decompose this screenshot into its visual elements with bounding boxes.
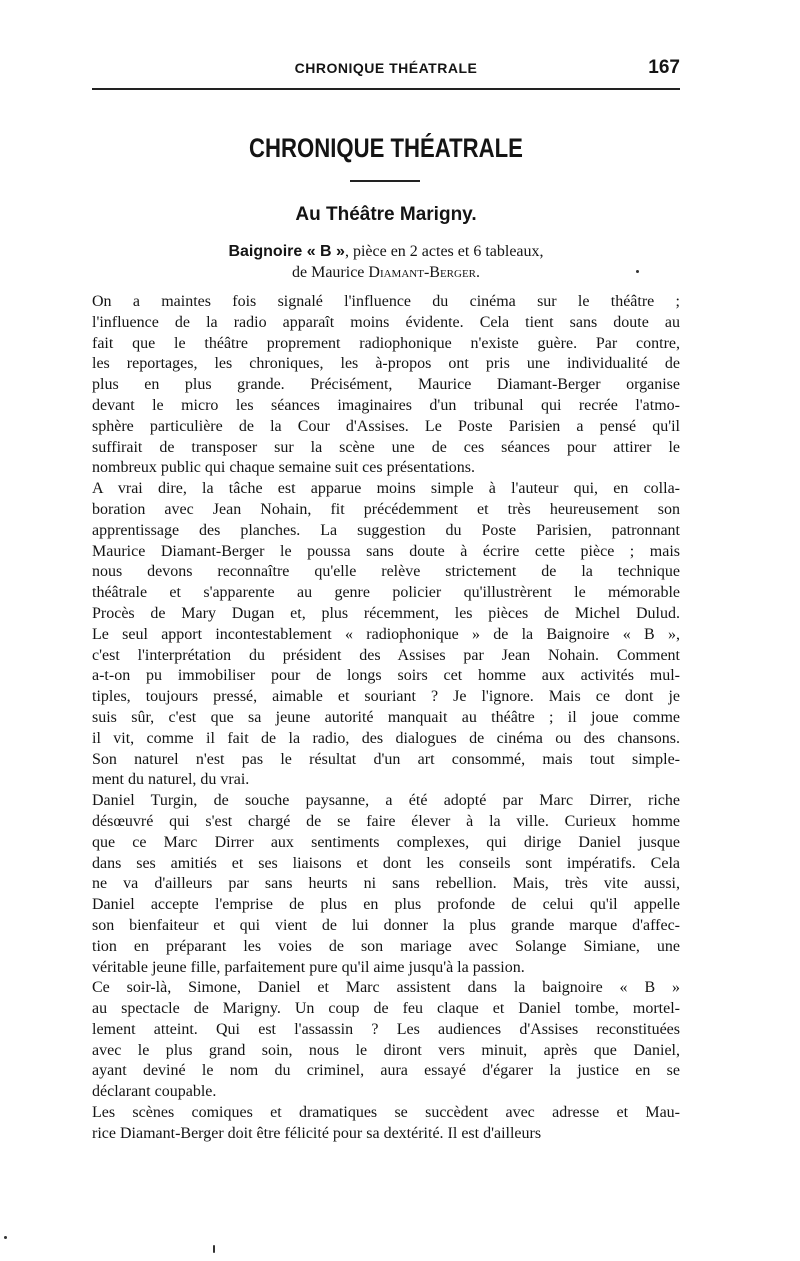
text-line: Ce soir-là, Simone, Daniel et Marc assistent dans la baignoire « B » bbox=[92, 979, 680, 997]
author-suffix: . bbox=[476, 264, 480, 281]
paragraph bbox=[92, 978, 680, 1103]
text-line: nombreux public qui chaque semaine suit ces présentations. bbox=[92, 459, 476, 477]
text-line: tion en préparant les voies de son mariage avec Solange Simiane, une bbox=[92, 937, 680, 955]
text-line: On a maintes fois signalé l'influence du cinéma sur le théâtre ; bbox=[92, 293, 680, 310]
text-line: sphère particulière de la Cour d'Assises. Le Poste Parisien a pensé qu'il bbox=[92, 417, 680, 435]
text-line: Daniel Turgin, de souche paysanne, a été adopté par Marc Dirrer, riche bbox=[92, 792, 680, 810]
text-line: fait que le théâtre proprement radiophonique n'existe guère. Par contre, bbox=[92, 334, 680, 352]
text-line: plus en plus grande. Précisément, Maurice Diamant-Berger organise bbox=[92, 376, 680, 394]
paragraph bbox=[92, 791, 680, 978]
print-speck bbox=[213, 1245, 215, 1253]
print-speck bbox=[636, 270, 639, 273]
text-line: son bienfaiteur et qui vient de lui donner la plus grande marque d'affec- bbox=[92, 916, 680, 934]
paragraph bbox=[92, 479, 680, 791]
text-line: Le seul apport incontestablement « radiophonique » de la Baignoire « B », bbox=[92, 625, 680, 643]
text-line: théâtrale et s'apparente au genre policier qu'illustrèrent le mémorable bbox=[92, 584, 680, 602]
text-line: suffirait de transposer sur la scène une de ces séances pour attirer le bbox=[92, 438, 680, 456]
title-rule bbox=[350, 180, 420, 182]
text-line: les reportages, les chroniques, les à-propos ont pris une individualité de bbox=[92, 355, 680, 373]
text-line: a-t-on pu immobiliser pour de longs soirs cet homme aux activités mul- bbox=[92, 667, 680, 685]
running-header bbox=[92, 58, 680, 84]
text-line: l'influence de la radio apparaît moins évidente. Cela tient sans doute au bbox=[92, 313, 680, 331]
text-line: ne va d'ailleurs par sans heurts ni sans rebellion. Mais, très vite aussi, bbox=[92, 875, 680, 893]
text-line: véritable jeune fille, parfaitement pure qu'il aime jusqu'à la passion. bbox=[92, 958, 525, 976]
text-line: devant le micro les séances imaginaires d'un tribunal qui recrée l'atmo- bbox=[92, 396, 680, 414]
text-line: boration avec Jean Nohain, fit précédemment et très heureusement son bbox=[92, 500, 680, 518]
text-line: déclarant coupable. bbox=[92, 1083, 217, 1101]
text-line: au spectacle de Marigny. Un coup de feu claque et Daniel tombe, mortel- bbox=[92, 1000, 680, 1018]
text-line: Les scènes comiques et dramatiques se succèdent avec adresse et Mau- bbox=[92, 1104, 680, 1122]
text-line: dans ses amitiés et ses liaisons et dont les conseils sont impératifs. Cela bbox=[92, 854, 680, 872]
page-number: 167 bbox=[648, 57, 680, 78]
play-description: , pièce en 2 actes et 6 tableaux, bbox=[344, 243, 544, 260]
text-line: tiples, toujours pressé, aimable et souriant ? Je l'ignore. Mais ce dont je bbox=[92, 688, 680, 706]
text-line: Daniel accepte l'emprise de plus en plus profonde de celui qu'il appelle bbox=[92, 896, 680, 914]
text-line: désœuvré qui s'est chargé de se faire élever à la ville. Curieux homme bbox=[92, 812, 680, 830]
text-line: que ce Marc Dirrer aux sentiments complexes, qui dirige Daniel jusque bbox=[92, 833, 680, 851]
play-name: Baignoire « B » bbox=[228, 243, 345, 260]
text-line: avec le plus grand soin, nous le diront vers minuit, après que Daniel, bbox=[92, 1041, 680, 1059]
paragraph bbox=[92, 292, 680, 479]
text-line: suis sûr, c'est que sa jeune autorité manquait au théâtre ; il joue comme bbox=[92, 708, 680, 726]
print-speck bbox=[4, 1236, 7, 1239]
text-line: c'est l'interprétation du président des Assises par Jean Nohain. Comment bbox=[92, 646, 680, 664]
paragraph bbox=[92, 1103, 680, 1145]
author-prefix: de Maurice bbox=[291, 264, 369, 281]
text-line: apprentissage des planches. La suggestion du Poste Parisien, patronnant bbox=[92, 521, 680, 539]
author-name: Diamant-Berger bbox=[368, 264, 476, 281]
text-line: Procès de Mary Dugan et, plus récemment, les pièces de Michel Dulud. bbox=[92, 604, 680, 622]
section-title: Au Théâtre Marigny. bbox=[295, 204, 477, 225]
text-line: ment du naturel, du vrai. bbox=[92, 771, 250, 789]
text-line: A vrai dire, la tâche est apparue moins simple à l'auteur qui, en colla- bbox=[92, 480, 680, 498]
text-line: il vit, comme il fait de la radio, des dialogues de cinéma ou des chansons. bbox=[92, 729, 680, 747]
text-line: ayant deviné le nom du criminel, aura essayé d'égarer la justice en se bbox=[92, 1062, 680, 1080]
text-line: Maurice Diamant-Berger le poussa sans doute à écrire cette pièce ; mais bbox=[92, 542, 680, 560]
text-line: rice Diamant-Berger doit être félicité pour sa dextérité. Il est d'ailleurs bbox=[92, 1124, 542, 1142]
play-subtitle bbox=[92, 241, 680, 283]
text-line: lement atteint. Qui est l'assassin ? Les audiences d'Assises reconstituées bbox=[92, 1020, 680, 1038]
chapter-title: CHRONIQUE THÉATRALE bbox=[249, 133, 523, 163]
article-body bbox=[92, 292, 680, 1145]
text-line: Son naturel n'est pas le résultat d'un art consommé, mais tout simple- bbox=[92, 750, 680, 768]
text-line: nous devons reconnaître qu'elle relève strictement de la technique bbox=[92, 563, 680, 581]
subtitle-line-2 bbox=[92, 262, 680, 283]
header-rule bbox=[92, 88, 680, 90]
subtitle-line-1 bbox=[92, 241, 680, 262]
running-title: CHRONIQUE THÉATRALE bbox=[294, 60, 478, 76]
